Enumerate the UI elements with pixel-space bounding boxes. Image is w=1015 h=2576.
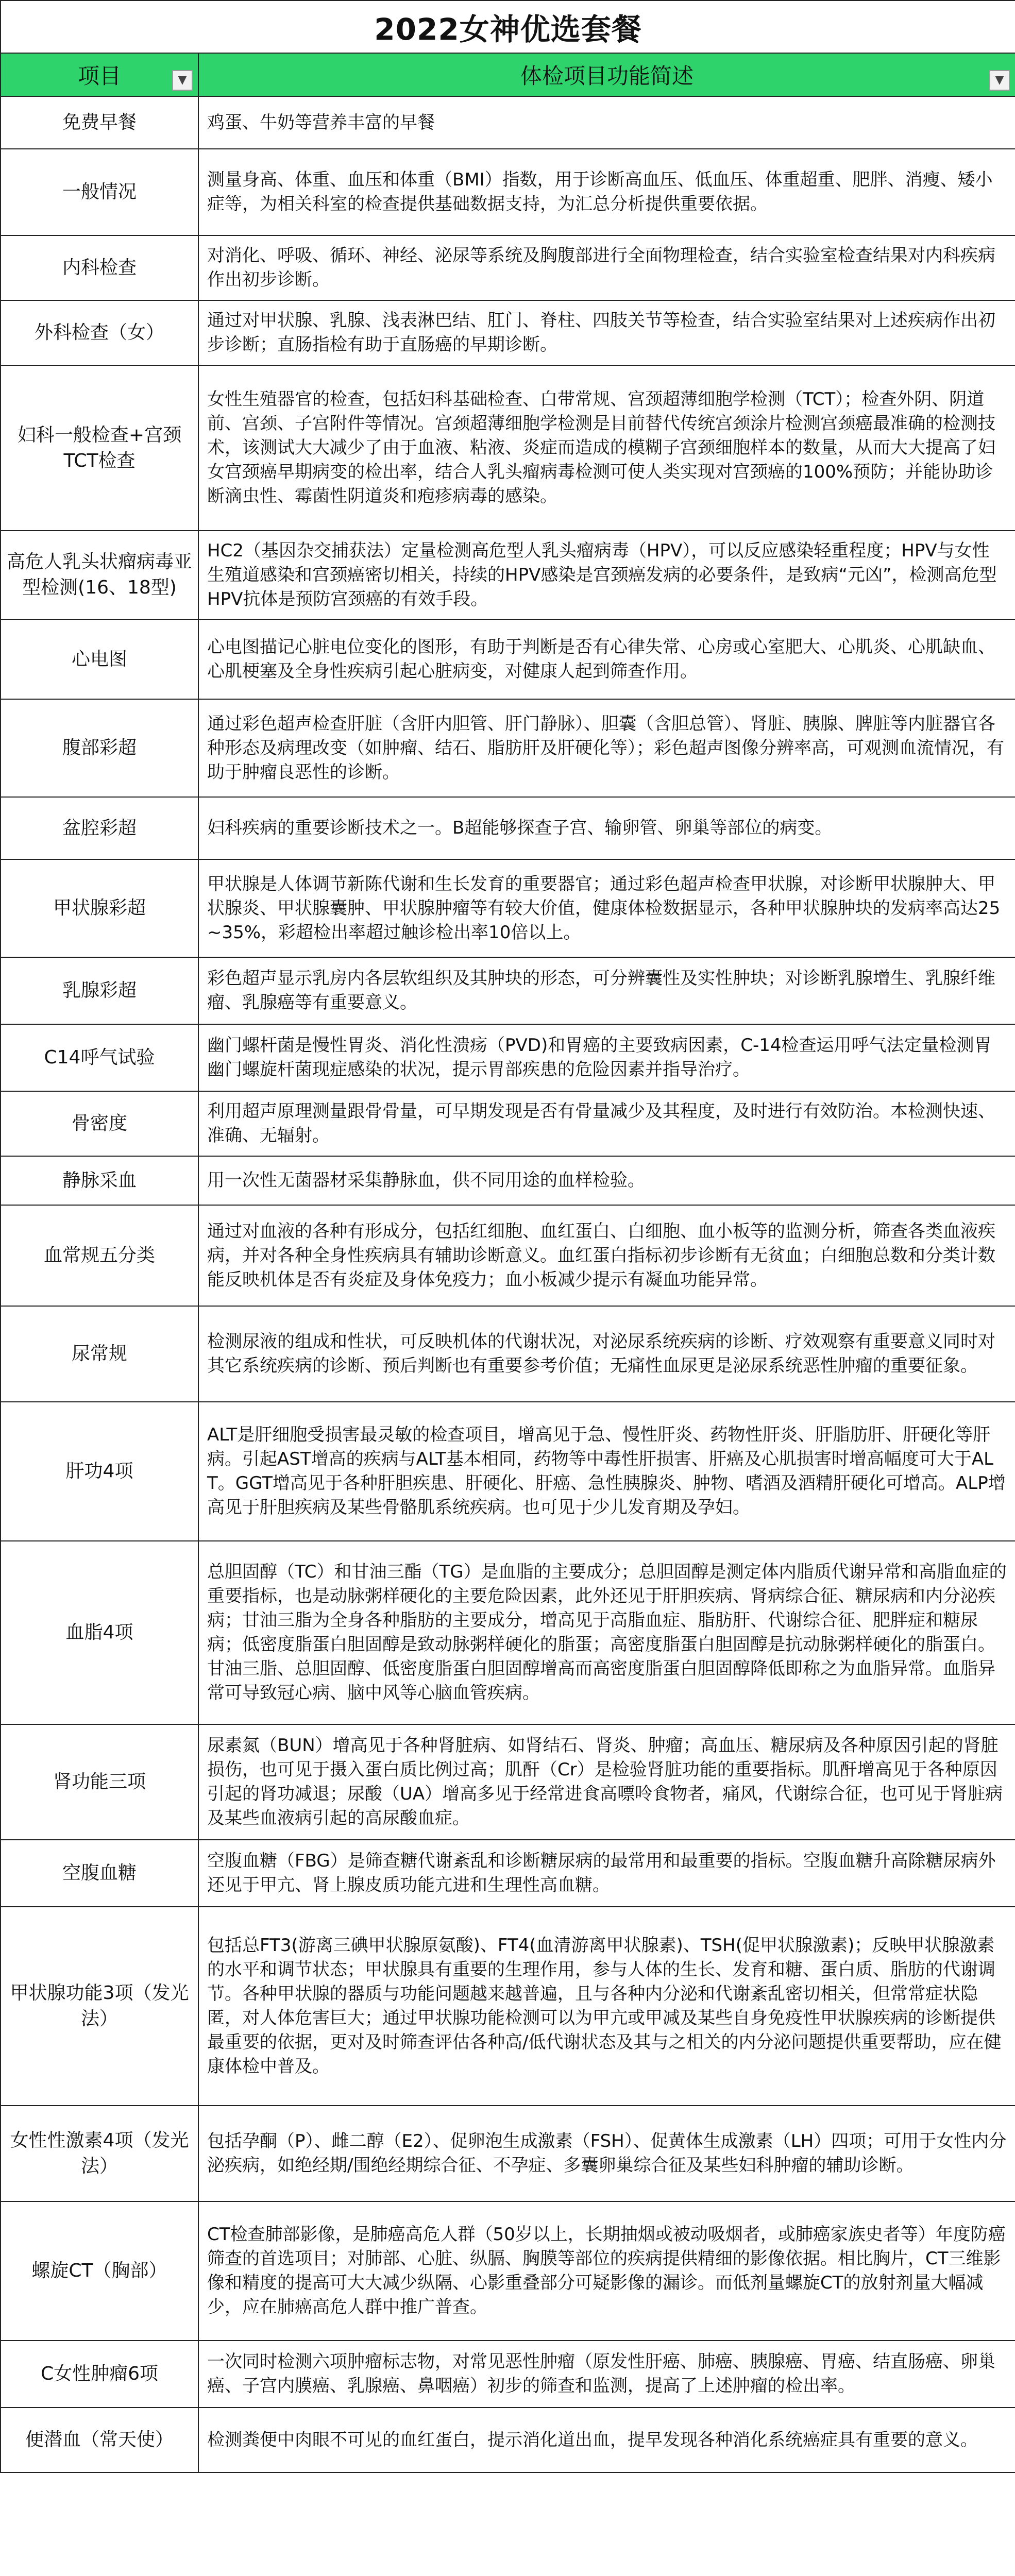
item-description: 通过彩色超声检查肝脏（含肝内胆管、肝门静脉）、胆囊（含胆总管）、肾脏、胰腺、脾脏等内脏器官各种形态及病理改变（如肿瘤、结石、脂肪肝及肝硬化等）；彩色超声图像分辨率高，可观测血流情况，有助于肿瘤良恶性的诊断。 [198, 699, 1015, 797]
item-name: 空腹血糖 [1, 1840, 198, 1907]
item-name: 甲状腺彩超 [1, 859, 198, 957]
table-row [1, 797, 1015, 859]
column-header-description [198, 53, 1015, 96]
table-row [1, 235, 1015, 300]
item-description: 对消化、呼吸、循环、神经、泌尿等系统及胸腹部进行全面物理检查，结合实验室检查结果对内科疾病作出初步诊断。 [198, 235, 1015, 300]
item-description: 检测尿液的组成和性状，可反映机体的代谢状况，对泌尿系统疾病的诊断、疗效观察有重要意义同时对其它系统疾病的诊断、预后判断也有重要参考价值；无痛性血尿更是泌尿系统恶性肿瘤的重要征象。 [198, 1306, 1015, 1402]
item-name: 内科检查 [1, 235, 198, 300]
item-description: 总胆固醇（TC）和甘油三酯（TG）是血脂的主要成分；总胆固醇是测定体内脂质代谢异常和高脂血症的重要指标，也是动脉粥样硬化的主要危险因素，此外还见于肝胆疾病、肾病综合征、糖尿病和内分泌疾病；甘油三脂为全身各种脂肪的主要成分，增高见于高脂血症、脂肪肝、代谢综合征、肥胖症和糖尿病；低密度脂蛋白胆固醇是致动脉粥样硬化的脂蛋；高密度脂蛋白胆固醇是抗动脉粥样硬化的脂蛋白。甘油三脂、总胆固醇、低密度脂蛋白胆固醇增高而高密度脂蛋白胆固醇降低即称之为血脂异常。血脂异常可导致冠心病、脑中风等心脑血管疾病。 [198, 1541, 1015, 1724]
column-header-description-label: 体检项目功能简述 [520, 63, 693, 89]
table-row [1, 1024, 1015, 1091]
item-description: 用一次性无菌器材采集静脉血，供不同用途的血样检验。 [198, 1156, 1015, 1205]
item-description: 甲状腺是人体调节新陈代谢和生长发育的重要器官；通过彩色超声检查甲状腺，对诊断甲状腺肿大、甲状腺炎、甲状腺囊肿、甲状腺肿瘤等有较大价值，健康体检数据显示，各种甲状腺肿块的发病率高达25~35%，彩超检出率超过触诊检出率10倍以上。 [198, 859, 1015, 957]
item-description: 通过对甲状腺、乳腺、浅表淋巴结、肛门、脊柱、四肢关节等检查，结合实验室结果对上述疾病作出初步诊断；直肠指检有助于直肠癌的早期诊断。 [198, 300, 1015, 365]
item-name: 骨密度 [1, 1091, 198, 1156]
item-description: CT检查肺部影像，是肺癌高危人群（50岁以上，长期抽烟或被动吸烟者，或肺癌家族史者等）年度防癌筛查的首选项目；对肺部、心脏、纵膈、胸膜等部位的疾病提供精细的影像依据。相比胸片，CT三维影像和精度的提高可大大减少纵隔、心影重叠部分可疑影像的漏诊。而低剂量螺旋CT的放射剂量大幅减少，应在肺癌高危人群中推广普查。 [198, 2201, 1015, 2341]
item-description: 女性生殖器官的检查，包括妇科基础检查、白带常规、宫颈超薄细胞学检测（TCT）；检查外阴、阴道前、宫颈、子宫附件等情况。宫颈超薄细胞学检测是目前替代传统宫颈涂片检测宫颈癌最准确的检测技术，该测试大大减少了由于血液、粘液、炎症而造成的模糊子宫颈细胞样本的数量，从而大大提高了妇女宫颈癌早期病变的检出率，结合人乳头瘤病毒检测可使人类实现对宫颈癌的100%预防；并能协助诊断滴虫性、霉菌性阴道炎和疱疹病毒的感染。 [198, 365, 1015, 531]
item-name: 女性性激素4项（发光法） [1, 2106, 198, 2201]
table-row [1, 1907, 1015, 2106]
item-description: ALT是肝细胞受损害最灵敏的检查项目，增高见于急、慢性肝炎、药物性肝炎、肝脂肪肝、肝硬化等肝病。引起AST增高的疾病与ALT基本相同，药物等中毒性肝损害、肝癌及心肌损害时增高幅度可大于ALT。GGT增高见于各种肝胆疾患、肝硬化、肝癌、急性胰腺炎、肿物、嗜酒及酒精肝硬化可增高。ALP增高见于肝胆疾病及某些骨骼肌系统疾病。也可见于少儿发育期及孕妇。 [198, 1402, 1015, 1541]
table-row [1, 2341, 1015, 2408]
table-row [1, 1205, 1015, 1306]
item-name: 妇科一般检查+宫颈TCT检查 [1, 365, 198, 531]
item-name: 血脂4项 [1, 1541, 198, 1724]
item-name: 螺旋CT（胸部） [1, 2201, 198, 2341]
item-name: 一般情况 [1, 149, 198, 235]
title-row [1, 1, 1015, 53]
table-row [1, 2106, 1015, 2201]
item-name: 心电图 [1, 619, 198, 699]
table-row [1, 531, 1015, 619]
item-description: 空腹血糖（FBG）是筛查糖代谢紊乱和诊断糖尿病的最常用和最重要的指标。空腹血糖升高除糖尿病外还见于甲亢、肾上腺皮质功能亢进和生理性高血糖。 [198, 1840, 1015, 1907]
item-description: 心电图描记心脏电位变化的图形，有助于判断是否有心律失常、心房或心室肥大、心肌炎、心肌缺血、心肌梗塞及全身性疾病引起心脏病变，对健康人起到筛查作用。 [198, 619, 1015, 699]
item-description: HC2（基因杂交捕获法）定量检测高危型人乳头瘤病毒（HPV），可以反应感染轻重程度；HPV与女性生殖道感染和宫颈癌密切相关，持续的HPV感染是宫颈癌发病的必要条件，是致病“元凶”，检测高危型HPV抗体是预防宫颈癌的有效手段。 [198, 531, 1015, 619]
table-row [1, 1840, 1015, 1907]
table-row [1, 2408, 1015, 2472]
item-name: 静脉采血 [1, 1156, 198, 1205]
item-name: 肾功能三项 [1, 1724, 198, 1840]
item-name: 便潜血（常天使） [1, 2408, 198, 2472]
table-row [1, 1402, 1015, 1541]
table-row [1, 2201, 1015, 2341]
table-row [1, 859, 1015, 957]
item-name: C14呼气试验 [1, 1024, 198, 1091]
item-description: 妇科疾病的重要诊断技术之一。B超能够探查子宫、输卵管、卵巢等部位的病变。 [198, 797, 1015, 859]
column-header-item [1, 53, 198, 96]
page-title: 2022女神优选套餐 [1, 1, 1015, 53]
filter-dropdown-icon[interactable]: ▼ [172, 70, 193, 91]
item-description: 鸡蛋、牛奶等营养丰富的早餐 [198, 96, 1015, 149]
item-name: 高危人乳头状瘤病毒亚型检测(16、18型) [1, 531, 198, 619]
table-row [1, 300, 1015, 365]
table-row [1, 365, 1015, 531]
item-name: 乳腺彩超 [1, 957, 198, 1024]
item-name: 肝功4项 [1, 1402, 198, 1541]
item-description: 检测粪便中肉眼不可见的血红蛋白，提示消化道出血，提早发现各种消化系统癌症具有重要的意义。 [198, 2408, 1015, 2472]
item-description: 利用超声原理测量跟骨骨量，可早期发现是否有骨量减少及其程度，及时进行有效防治。本检测快速、准确、无辐射。 [198, 1091, 1015, 1156]
table-row [1, 1156, 1015, 1205]
item-description: 彩色超声显示乳房内各层软组织及其肿块的形态，可分辨囊性及实性肿块；对诊断乳腺增生、乳腺纤维瘤、乳腺癌等有重要意义。 [198, 957, 1015, 1024]
table-row [1, 1541, 1015, 1724]
item-description: 包括总FT3(游离三碘甲状腺原氨酸)、FT4(血清游离甲状腺素)、TSH(促甲状腺激素)；反映甲状腺激素的水平和调节状态；甲状腺具有重要的生理作用，参与人体的生长、发育和糖、蛋白质、脂肪的代谢调节。各种甲状腺的器质与功能问题越来越普遍，且与各种内分泌和代谢紊乱密切相关，但常常症状隐匿，对人体危害巨大；通过甲状腺功能检测可以为甲亢或甲减及某些自身免疫性甲状腺疾病的诊断提供最重要的依据，更对及时筛查评估各种高/低代谢状态及其与之相关的内分泌问题提供重要帮助，应在健康体检中普及。 [198, 1907, 1015, 2106]
item-description: 一次同时检测六项肿瘤标志物，对常见恶性肿瘤（原发性肝癌、肺癌、胰腺癌、胃癌、结直肠癌、卵巢癌、子宫内膜癌、乳腺癌、鼻咽癌）初步的筛查和监测，提高了上述肿瘤的检出率。 [198, 2341, 1015, 2408]
item-name: 腹部彩超 [1, 699, 198, 797]
table-row [1, 699, 1015, 797]
item-name: 血常规五分类 [1, 1205, 198, 1306]
table-row [1, 1306, 1015, 1402]
item-name: 盆腔彩超 [1, 797, 198, 859]
item-name: 外科检查（女） [1, 300, 198, 365]
item-description: 幽门螺杆菌是慢性胃炎、消化性溃疡（PVD)和胃癌的主要致病因素，C-14检查运用呼气法定量检测胃幽门螺旋杆菌现症感染的状况，提示胃部疾患的危险因素并指导治疗。 [198, 1024, 1015, 1091]
table-row [1, 149, 1015, 235]
item-name: 尿常规 [1, 1306, 198, 1402]
item-name: 甲状腺功能3项（发光法） [1, 1907, 198, 2106]
table-row [1, 96, 1015, 149]
item-description: 测量身高、体重、血压和体重（BMI）指数，用于诊断高血压、低血压、体重超重、肥胖、消瘦、矮小症等，为相关科室的检查提供基础数据支持，为汇总分析提供重要依据。 [198, 149, 1015, 235]
item-name: C女性肿瘤6项 [1, 2341, 198, 2408]
item-description: 尿素氮（BUN）增高见于各种肾脏病、如肾结石、肾炎、肿瘤；高血压、糖尿病及各种原因引起的肾脏损伤，也可见于摄入蛋白质比例过高；肌酐（Cr）是检验肾脏功能的重要指标。肌酐增高见于各种原因引起的肾功减退；尿酸（UA）增高多见于经常进食高嘌呤食物者，痛风，代谢综合征，也可见于肾脏病及某些血液病引起的高尿酸血症。 [198, 1724, 1015, 1840]
table-row [1, 1724, 1015, 1840]
column-header-item-label: 项目 [77, 63, 121, 89]
filter-dropdown-icon[interactable]: ▼ [989, 70, 1010, 91]
item-name: 免费早餐 [1, 96, 198, 149]
item-description: 包括孕酮（P）、雌二醇（E2）、促卵泡生成激素（FSH）、促黄体生成激素（LH）四项；可用于女性内分泌疾病，如绝经期/围绝经期综合征、不孕症、多囊卵巢综合征及某些妇科肿瘤的辅助诊断。 [198, 2106, 1015, 2201]
table-row [1, 957, 1015, 1024]
table-row [1, 1091, 1015, 1156]
header-row [1, 53, 1015, 96]
item-description: 通过对血液的各种有形成分，包括红细胞、血红蛋白、白细胞、血小板等的监测分析，筛查各类血液疾病，并对各种全身性疾病具有辅助诊断意义。血红蛋白指标初步诊断有无贫血；白细胞总数和分类计数能反映机体是否有炎症及身体免疫力；血小板减少提示有凝血功能异常。 [198, 1205, 1015, 1306]
table-row [1, 619, 1015, 699]
